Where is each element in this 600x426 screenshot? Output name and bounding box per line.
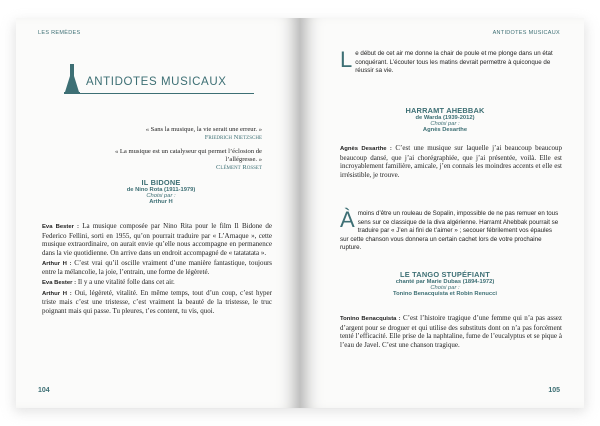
chosen-by: Agnès Desarthe — [422, 127, 468, 133]
paragraph-text: C’est l’histoire tragique d’une femme qui n’a pas assez d’argent pour se droguer et qui utilise des substituts dont on n’a pas forcément tenté l’efficacité. Elle prise de la naphtaline, fume de l’eucalyptus et se pique à l’eau de Javel. C’est une chanson tragique. — [340, 314, 563, 349]
chosen-label: Choisi par : — [430, 285, 460, 291]
right-page — [300, 18, 584, 408]
drop-cap: L — [340, 47, 353, 72]
page-number-right: 105 — [548, 387, 560, 394]
chosen-label: Choisi par : — [146, 193, 176, 199]
running-head-left: LES REMÈDES — [38, 30, 81, 36]
paragraph-text: C’est vrai qu’il oscille vraiment d’une manière fantastique, toujours entre la mélancolie, la joie, l’entrain, une forme de légèreté. — [42, 258, 272, 277]
section1-body — [340, 144, 562, 181]
speaker: Eva Bester : — [42, 279, 77, 286]
paragraph — [42, 222, 272, 257]
speaker: Agnès Desarthe : — [340, 146, 392, 152]
section-title: IL BIDONE — [141, 178, 181, 187]
section-subtitle: de Nino Rota (1911-1979) — [126, 187, 196, 193]
chapter-rule — [74, 93, 254, 94]
section-title: LE TANGO STUPÉFIANT — [400, 270, 490, 279]
paragraph — [340, 314, 562, 349]
paragraph-text: Oui, légèreté, vitalité. En même temps, tout d’un coup, c’est hyper triste mais c’est une tristesse, c’est vraiment la beauté de la tristesse, le truc poignant mais qui passe. Tu pleures, t’es content, tu vis, quoi. — [42, 288, 273, 315]
running-head-right: ANTIDOTES MUSICAUX — [492, 30, 560, 36]
middle-paragraph: moins d’être un rouleau de Sopalin, impossible de ne pas remuer en tous sens sur ce classique de la diva algérienne. Harramt Ahebbak pourrait se traduire par « J’en ai fini de t’aimer » ; secouer fébrilement vos épaules sur cette chanson vous donnera un certain cachet lors de votre prochaine rupture. — [340, 210, 559, 252]
paragraph-text: La musique composée par Nino Rita pour le film Il Bidone de Federico Fellini, sorti en 1955, qu’on pourrait traduire par « L’Arnaque », cette musique extraordinaire, on aurait envie qu’elle nous accompagne en permanence dans la vie quotidienne. On arrive dans un endroit accompagné de « tatatatata ». — [42, 222, 273, 257]
quote-1 — [112, 126, 262, 142]
left-page — [16, 18, 300, 408]
chapter-heading — [74, 76, 264, 94]
chosen-label: Choisi par : — [430, 121, 460, 127]
paragraph-text: Il y a une vitalité folle dans cet air. — [77, 277, 175, 286]
funnel-icon — [64, 64, 80, 94]
paragraph — [42, 278, 272, 288]
section-tango — [330, 270, 560, 297]
intro-paragraph: e début de cet air me donne la chair de poule et me plonge dans un état conquérant. L’écouter tous les matins devrait permettre à quiconque de réussir sa vie. — [355, 50, 553, 75]
paragraph — [340, 144, 562, 179]
section-subtitle: chanté par Marie Dubas (1894-1972) — [395, 279, 495, 285]
quote-text: « La musique est un catalyseur qui permet l’éclosion de l’allégresse. » — [114, 148, 262, 163]
section-harramt-ahebbak — [330, 106, 560, 133]
section-title: HARRAMT AHEBBAK — [405, 106, 485, 115]
section-subtitle: de Warda (1939-2012) — [415, 115, 475, 121]
chosen-by: Tonino Benacquista et Robin Renucci — [393, 291, 497, 297]
speaker: Arthur H : — [42, 260, 72, 267]
chosen-by: Arthur H — [149, 199, 173, 205]
speaker: Tonino Benacquista : — [340, 316, 401, 322]
paragraph — [42, 289, 272, 316]
section-il-bidone — [56, 178, 266, 205]
paragraph-text: C’est une musique sur laquelle j’ai beaucoup beaucoup beaucoup dansé, que j’ai chorégraphiée, que j’ai présentée, voilà. Elle est incroyablement familière, amicale, j’en connais les moindres accents et elle est irrésistible, je trouve. — [340, 144, 562, 179]
quote-2 — [102, 148, 262, 172]
section2-body — [340, 314, 562, 351]
middle-text — [340, 207, 562, 253]
speaker: Eva Bester : — [42, 224, 79, 230]
quote-source: Friedrich Nietzsche — [204, 134, 262, 141]
quote-source: Clément Rosset — [216, 164, 262, 171]
left-body — [42, 222, 272, 317]
speaker: Arthur H : — [42, 290, 72, 297]
intro-text — [340, 47, 562, 76]
quote-text: « Sans la musique, la vie serait une erreur. » — [145, 126, 262, 133]
drop-cap: À — [340, 207, 355, 232]
paragraph — [42, 259, 272, 277]
page-number-left: 104 — [38, 387, 50, 394]
chapter-title: ANTIDOTES MUSICAUX — [86, 76, 227, 88]
